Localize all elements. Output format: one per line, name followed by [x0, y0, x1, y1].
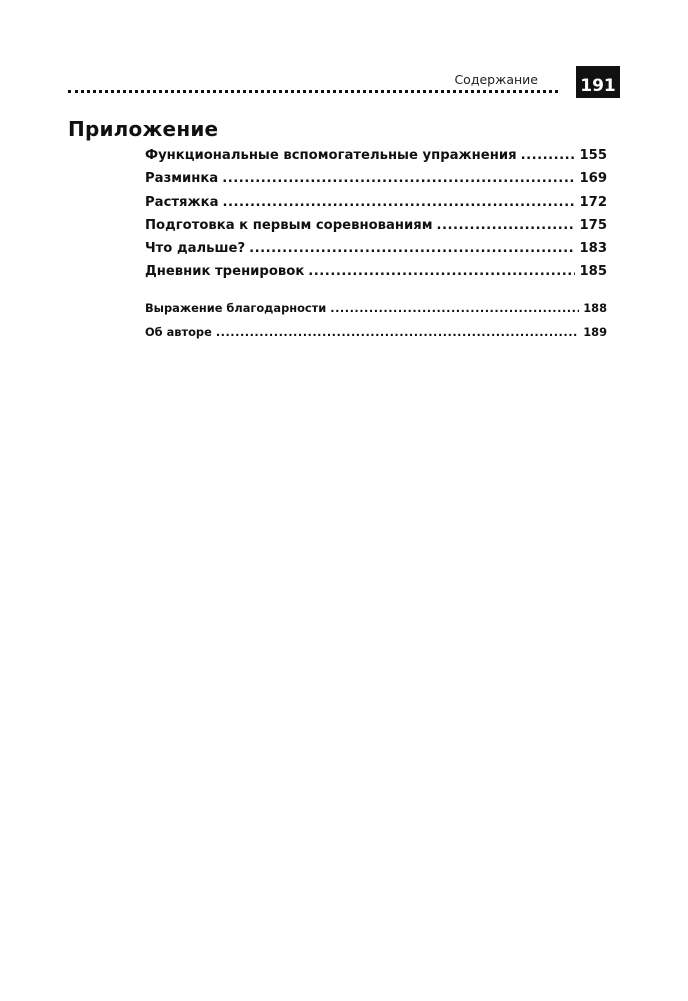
section-title: Приложение	[68, 117, 219, 141]
toc-leader-dots	[437, 214, 576, 237]
toc-entry-page: 155	[579, 148, 607, 163]
toc-entry-page: 185	[579, 264, 607, 280]
toc-leader-dots	[216, 320, 579, 344]
toc-spacer	[145, 284, 607, 296]
toc-entry-label: Дневник тренировок	[145, 264, 305, 280]
toc-entry-page: 188	[583, 300, 607, 315]
toc-leader-dots	[308, 260, 575, 283]
toc-entry-label: Что дальше?	[145, 241, 246, 257]
toc-entry-label: Выражение благодарности	[145, 300, 327, 315]
toc-entry-page: 183	[579, 241, 607, 257]
toc-entry-label: Об авторе	[145, 324, 212, 339]
running-title: Содержание	[454, 72, 538, 87]
toc-entry[interactable]	[145, 214, 607, 237]
toc-leader-dots	[222, 191, 575, 214]
toc-entry-page: 169	[579, 171, 607, 187]
toc-entry[interactable]	[145, 320, 607, 344]
toc-entry-label: Растяжка	[145, 194, 219, 210]
toc-leader-dots	[222, 167, 575, 190]
toc-entry-page: 172	[579, 194, 607, 210]
toc-entry[interactable]	[145, 167, 607, 190]
toc-leader-dots	[249, 237, 575, 260]
toc-entry[interactable]	[145, 260, 607, 283]
page-number: 191	[576, 66, 620, 98]
toc-leader-dots	[521, 144, 576, 167]
toc-entry-page: 175	[579, 217, 607, 233]
toc-entry[interactable]	[145, 296, 607, 320]
toc-entry-label: Подготовка к первым соревнованиям	[145, 217, 433, 233]
toc-entry-label: Функциональные вспомогательные упражнения	[145, 148, 517, 163]
table-of-contents	[145, 144, 607, 344]
toc-entry[interactable]	[145, 144, 607, 167]
toc-entry[interactable]	[145, 237, 607, 260]
toc-leader-dots	[330, 296, 579, 320]
toc-entry[interactable]	[145, 191, 607, 214]
header-dotted-rule	[68, 90, 558, 93]
toc-entry-page: 189	[583, 324, 607, 339]
page-header	[68, 66, 620, 100]
toc-entry-label: Разминка	[145, 171, 219, 187]
